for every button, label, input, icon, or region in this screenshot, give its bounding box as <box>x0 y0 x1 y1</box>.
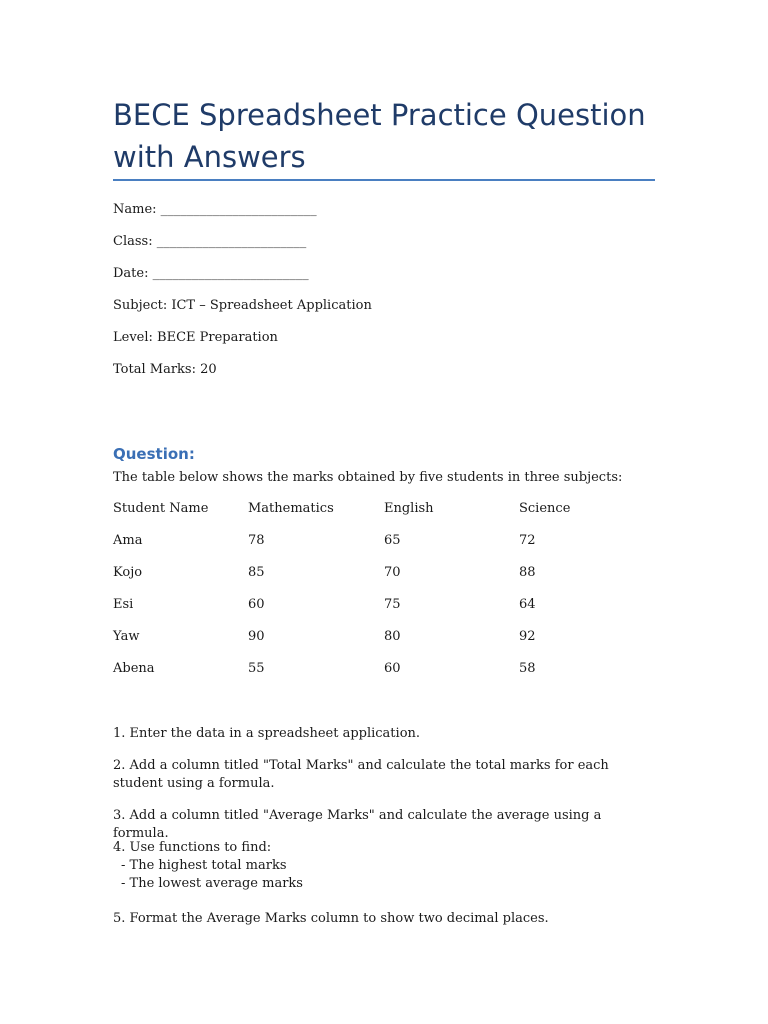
table-row <box>113 628 619 660</box>
header-science: Science <box>519 501 571 516</box>
cell-mathematics: 55 <box>248 661 265 676</box>
level-line: Level: BECE Preparation <box>113 330 278 345</box>
cell-student-name: Abena <box>113 661 155 676</box>
cell-english: 65 <box>384 533 401 548</box>
cell-student-name: Yaw <box>113 629 140 644</box>
header-mathematics: Mathematics <box>248 501 334 516</box>
cell-english: 60 <box>384 661 401 676</box>
task-5: 5. Format the Average Marks column to show two decimal places. <box>113 911 549 926</box>
table-header-row <box>113 500 619 532</box>
title-line-2: with Answers <box>113 140 306 174</box>
cell-mathematics: 78 <box>248 533 265 548</box>
task-2: 2. Add a column titled "Total Marks" and calculate the total marks for each student using a formula. <box>113 758 609 791</box>
class-field: Class: _______________________ <box>113 234 307 249</box>
cell-science: 92 <box>519 629 536 644</box>
name-field: Name: ________________________ <box>113 202 317 217</box>
cell-science: 64 <box>519 597 536 612</box>
subject-line: Subject: ICT – Spreadsheet Application <box>113 298 372 313</box>
cell-science: 72 <box>519 533 536 548</box>
title-underline <box>113 179 655 181</box>
cell-student-name: Ama <box>113 533 143 548</box>
cell-english: 70 <box>384 565 401 580</box>
task-4-label: 4. Use functions to find: <box>113 840 272 855</box>
question-heading: Question: <box>113 445 195 463</box>
cell-student-name: Kojo <box>113 565 143 580</box>
cell-mathematics: 60 <box>248 597 265 612</box>
cell-english: 80 <box>384 629 401 644</box>
cell-science: 58 <box>519 661 536 676</box>
cell-mathematics: 85 <box>248 565 265 580</box>
task-3: 3. Add a column titled "Average Marks" and calculate the average using a formula. <box>113 808 602 841</box>
task-4-item-lowest: - The lowest average marks <box>121 876 303 891</box>
total-marks-line: Total Marks: 20 <box>113 362 217 377</box>
table-row <box>113 564 619 596</box>
task-1: 1. Enter the data in a spreadsheet application. <box>113 726 421 741</box>
title-line-1: BECE Spreadsheet Practice Question <box>113 98 646 132</box>
header-english: English <box>384 501 434 516</box>
cell-science: 88 <box>519 565 536 580</box>
date-field: Date: ________________________ <box>113 266 309 281</box>
task-4 <box>113 839 653 893</box>
question-intro: The table below shows the marks obtained by five students in three subjects: <box>113 470 623 485</box>
cell-mathematics: 90 <box>248 629 265 644</box>
cell-student-name: Esi <box>113 597 134 612</box>
table-row <box>113 532 619 564</box>
marks-table <box>113 500 619 692</box>
table-row <box>113 596 619 628</box>
document-title <box>113 94 655 178</box>
header-student-name: Student Name <box>113 501 209 516</box>
cell-english: 75 <box>384 597 401 612</box>
task-4-item-highest: - The highest total marks <box>121 858 287 873</box>
table-row <box>113 660 619 692</box>
